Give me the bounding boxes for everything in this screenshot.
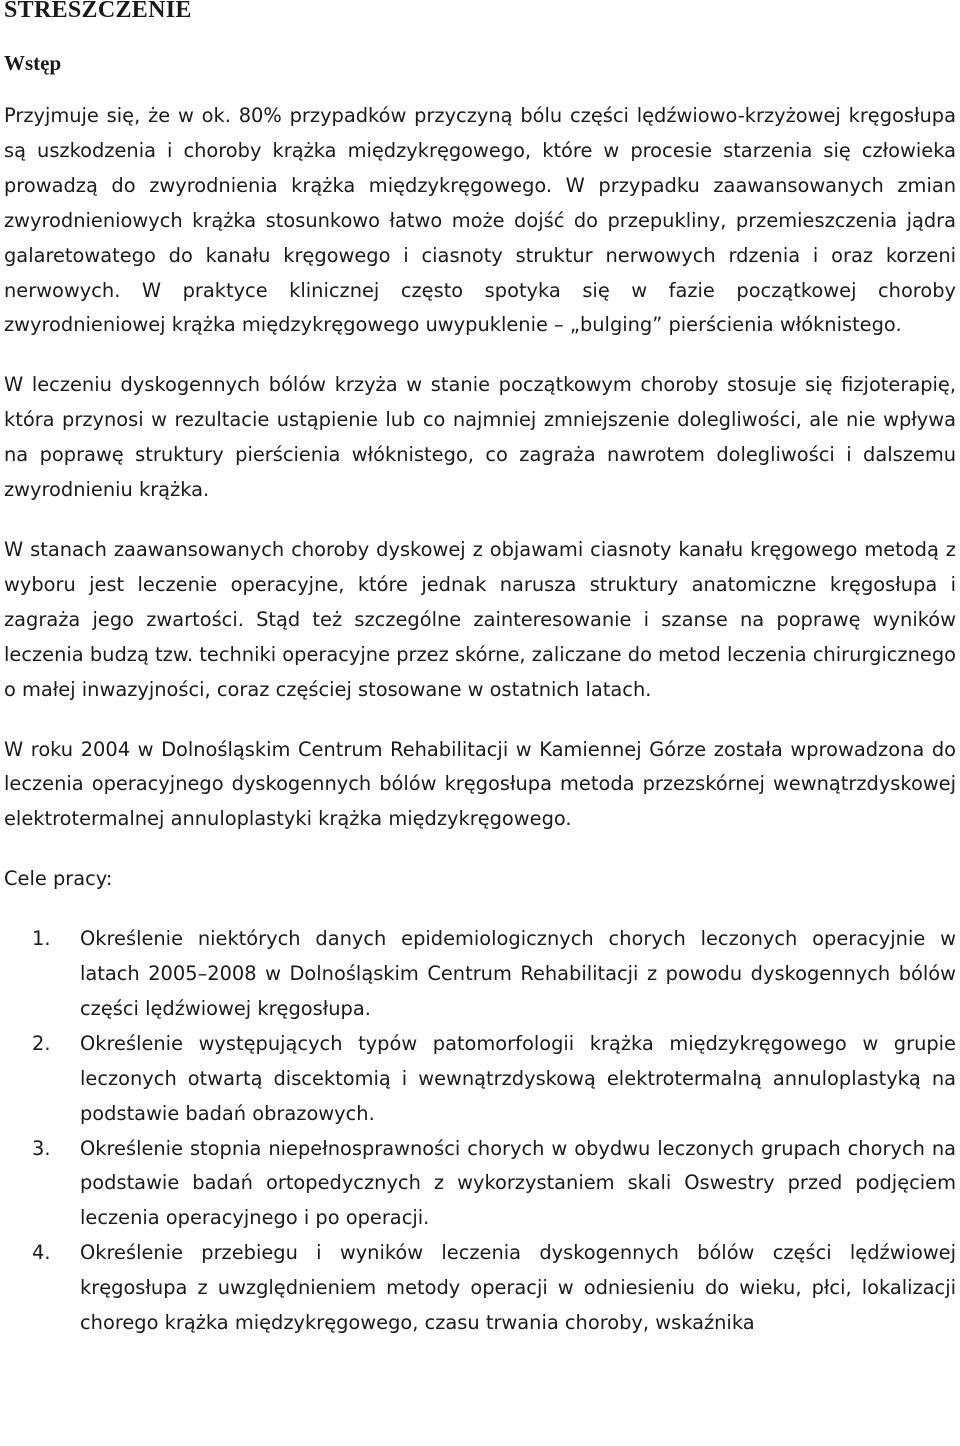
list-item-text: Określenie niektórych danych epidemiologicznych chorych leczonych operacyjnie w latach 2005–2008 w Dolnośląskim Centrum Rehabilitacji z powodu dyskogennych bólów części lędźwiowej kręgosłupa. — [80, 927, 956, 1020]
paragraph: W stanach zaawansowanych choroby dyskowej z objawami ciasnoty kanału kręgowego metodą z wyboru jest leczenie operacyjne, które jednak narusza struktury anatomiczne kręgosłupa i zagraża jego zwartości. Stąd też szczególne zainteresowanie i szanse na poprawę wyników leczenia budzą tzw. techniki operacyjne przez skórne, zaliczane do metod leczenia chirurgicznego o małej inwazyjności, coraz częściej stosowane w ostatnich latach. — [4, 537, 956, 701]
paragraph: Przyjmuje się, że w ok. 80% przypadków przyczyną bólu części lędźwiowo-krzyżowej kręgosłupa są uszkodzenia i choroby krążka międzykręgowego, które w procesie starzenia się człowieka prowadzą do zwyrodnienia krążka międzykręgowego. W przypadku zaawansowanych zmian zwyrodnieniowych krążka stosunkowo łatwo może dojść do przepukliny, przemieszczenia jądra galaretowatego do kanału kręgowego i ciasnoty struktur nerwowych rdzenia i oraz korzeni nerwowych. W praktyce klinicznej często spotyka się w fazie początkowej choroby zwyrodnieniowej krążka międzykręgowego uwypuklenie – „bulging” pierścienia włóknistego. — [4, 104, 956, 337]
list-item-text: Określenie przebiegu i wyników leczenia dyskogennych bólów części lędźwiowej kręgosłupa z uwzględnieniem metody operacji w odniesieniu do wieku, płci, lokalizacji chorego krążka międzykręgowego, czasu trwania choroby, wskaźnika — [80, 1241, 956, 1335]
list-item — [4, 1027, 956, 1132]
paragraph: W roku 2004 w Dolnośląskim Centrum Rehabilitacji w Kamiennej Górze została wprowadzona do leczenia operacyjnego dyskogennych bólów kręgosłupa metoda przezskórnej wewnątrzdyskowej elektrotermalnej annuloplastyki krążka międzykręgowego. — [4, 737, 956, 831]
section-heading: Wstęp — [4, 51, 62, 75]
page-title: STRESZCZENIE — [4, 0, 192, 23]
list-item — [4, 1236, 956, 1341]
list-item — [4, 1132, 956, 1237]
list-number: 3. — [32, 1136, 51, 1160]
list-item — [4, 922, 956, 1027]
goals-heading: Cele pracy: — [4, 867, 113, 891]
list-number: 1. — [32, 927, 51, 951]
list-item-text: Określenie stopnia niepełnosprawności chorych w obydwu leczonych grupach chorych na podstawie badań ortopedycznych z wykorzystaniem skali Oswestry przed podjęciem leczenia operacyjnego i po operacji. — [80, 1136, 956, 1230]
list-number: 4. — [32, 1241, 51, 1265]
goals-list — [4, 922, 956, 1341]
list-number: 2. — [32, 1031, 51, 1055]
paragraph: W leczeniu dyskogennych bólów krzyża w stanie początkowym choroby stosuje się fizjoterapię, która przynosi w rezultacie ustąpienie lub co najmniej zmniejszenie dolegliwości, ale nie wpływa na poprawę struktury pierścienia włóknistego, co zagraża nawrotem dolegliwości i dalszemu zwyrodnieniu krążka. — [4, 373, 956, 502]
list-item-text: Określenie występujących typów patomorfologii krążka międzykręgowego w grupie leczonych otwartą discektomią i wewnątrzdyskową elektrotermalną annuloplastyką na podstawie badań obrazowych. — [80, 1031, 956, 1125]
document-body — [4, 99, 956, 1341]
